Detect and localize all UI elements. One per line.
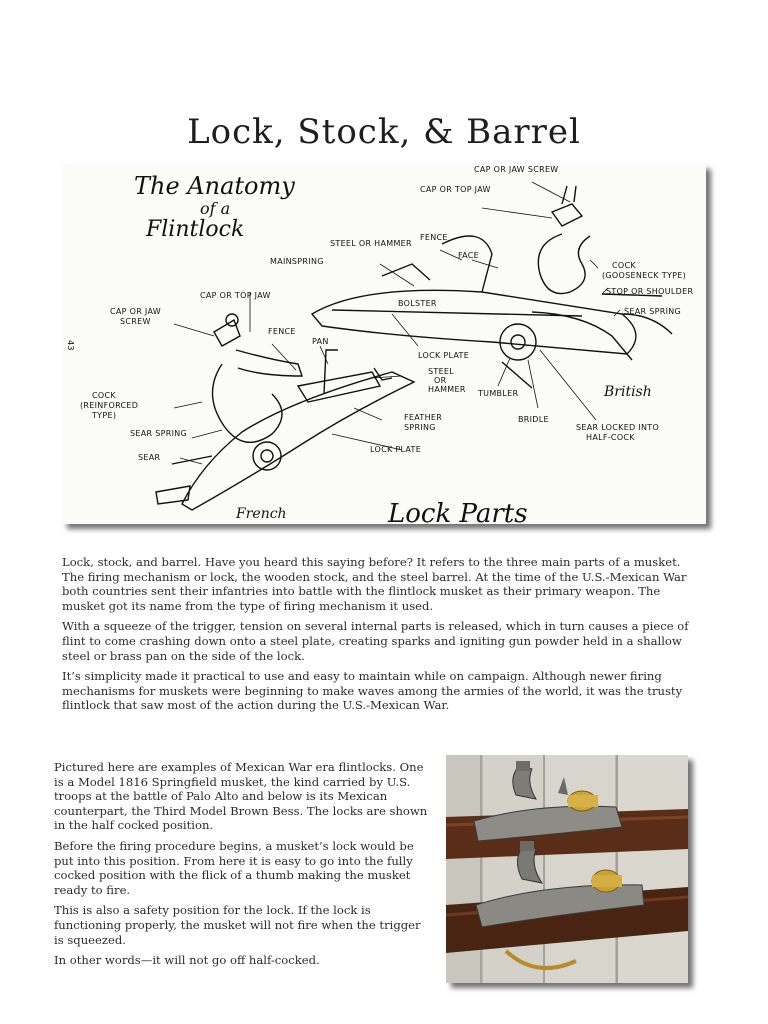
- label-cock-gooseneck-2: (GOOSENECK TYPE): [602, 271, 687, 280]
- label-bolster: BOLSTER: [398, 299, 437, 308]
- label-fence-right: FENCE: [420, 233, 448, 242]
- lower-paragraph-3: This is also a safety position for the lock. If the lock is functioning properly, the musket will not fire when the trigger is squeezed.: [54, 903, 421, 947]
- label-cock-reinforced-2: (REINFORCED: [80, 401, 139, 410]
- french-lock-drawing: [156, 314, 414, 510]
- label-bridle: BRIDLE: [518, 415, 549, 424]
- label-mainspring: MAINSPRING: [270, 257, 324, 266]
- label-sear: SEAR: [138, 453, 161, 462]
- lower-paragraph-2: Before the firing procedure begins, a musket’s lock would be put into this position. From here it is easy to go into the fully cocked position with the flick of a thumb making the musket ready to fire.: [54, 838, 414, 897]
- label-sear-locked-2: HALF-COCK: [586, 433, 635, 442]
- label-lock-plate-low: LOCK PLATE: [370, 445, 422, 454]
- intro-text: [62, 555, 706, 719]
- label-face: FACE: [458, 251, 480, 260]
- lower-paragraph-4: In other words—it will not go off half-cocked.: [54, 953, 320, 968]
- caption-lock-parts: Lock Parts: [388, 499, 528, 524]
- caption-french: French: [236, 506, 287, 522]
- label-cock-reinforced-3: TYPE): [92, 411, 117, 420]
- label-feather-spring-1: FEATHER: [404, 413, 443, 422]
- label-steel-or-hammer-mid-2: OR: [434, 376, 447, 385]
- page-title: Lock, Stock, & Barrel: [187, 112, 581, 152]
- diagram-heading-line3: Flintlock: [146, 217, 245, 242]
- label-stop-or-shoulder: STOP OR SHOULDER: [606, 287, 694, 296]
- flintlock-photo-drawing: [446, 755, 688, 983]
- page-number: 43: [66, 340, 75, 351]
- label-fence-left: FENCE: [268, 327, 296, 336]
- diagram-heading-line1: The Anatomy: [134, 172, 295, 200]
- label-cap-or-jaw-screw-left-2: SCREW: [120, 317, 151, 326]
- label-cap-or-jaw-screw-top: CAP OR JAW SCREW: [474, 165, 559, 174]
- label-pan: PAN: [312, 337, 329, 346]
- label-steel-or-hammer-mid-3: HAMMER: [428, 385, 466, 394]
- label-sear-spring-left: SEAR SPRING: [130, 429, 188, 438]
- intro-paragraph-2: With a squeeze of the trigger, tension on several internal parts is released, which in turn causes a piece of flint to come crashing down onto a steel plate, creating sparks and igniting gun powder held in a shallow steel or brass pan on the side of the lock.: [62, 619, 689, 663]
- label-cock-reinforced-1: COCK: [92, 391, 116, 400]
- diagram-heading-line2: of a: [200, 199, 231, 218]
- photo-description-text: [54, 760, 428, 974]
- lower-paragraph-1: Pictured here are examples of Mexican War era flintlocks. One is a Model 1816 Springfield musket, the kind carried by U.S. troops at the battle of Palo Alto and below is its Mexican counterpart, the Third Model Brown Bess. The locks are shown in the half cocked position.: [54, 760, 428, 833]
- label-steel-or-hammer-mid-1: STEEL: [428, 367, 455, 376]
- label-lock-plate-mid: LOCK PLATE: [418, 351, 470, 360]
- flintlock-photo: [446, 755, 688, 983]
- label-sear-spring-right: SEAR SPRING: [624, 307, 682, 316]
- flintlock-anatomy-diagram: [62, 164, 706, 524]
- label-tumbler: TUMBLER: [478, 389, 519, 398]
- caption-british: British: [604, 384, 652, 400]
- intro-paragraph-3: It’s simplicity made it practical to use and easy to maintain while on campaign. Although newer firing mechanisms for muskets were beginning to make waves among the armies of the world, it was the trusty flintlock that saw most of the action during the U.S.-Mexican War.: [62, 669, 683, 713]
- intro-paragraph-1: Lock, stock, and barrel. Have you heard this saying before? It refers to the three main parts of a musket. The firing mechanism or lock, the wooden stock, and the steel barrel. At the time of the U.S.-Mexican War both countries sent their infantries into battle with the flintlock musket as their primary weapon. The musket got its name from the type of firing mechanism it used.: [62, 555, 687, 613]
- label-cock-gooseneck-1: COCK: [612, 261, 636, 270]
- diagram-drawing: [62, 164, 706, 524]
- label-cap-or-top-jaw-right: CAP OR TOP JAW: [420, 185, 491, 194]
- label-cap-or-top-jaw-left: CAP OR TOP JAW: [200, 291, 271, 300]
- label-steel-or-hammer-top: STEEL OR HAMMER: [330, 239, 412, 248]
- label-feather-spring-2: SPRING: [404, 423, 436, 432]
- label-sear-locked-1: SEAR LOCKED INTO: [576, 423, 660, 432]
- label-cap-or-jaw-screw-left-1: CAP OR JAW: [110, 307, 161, 316]
